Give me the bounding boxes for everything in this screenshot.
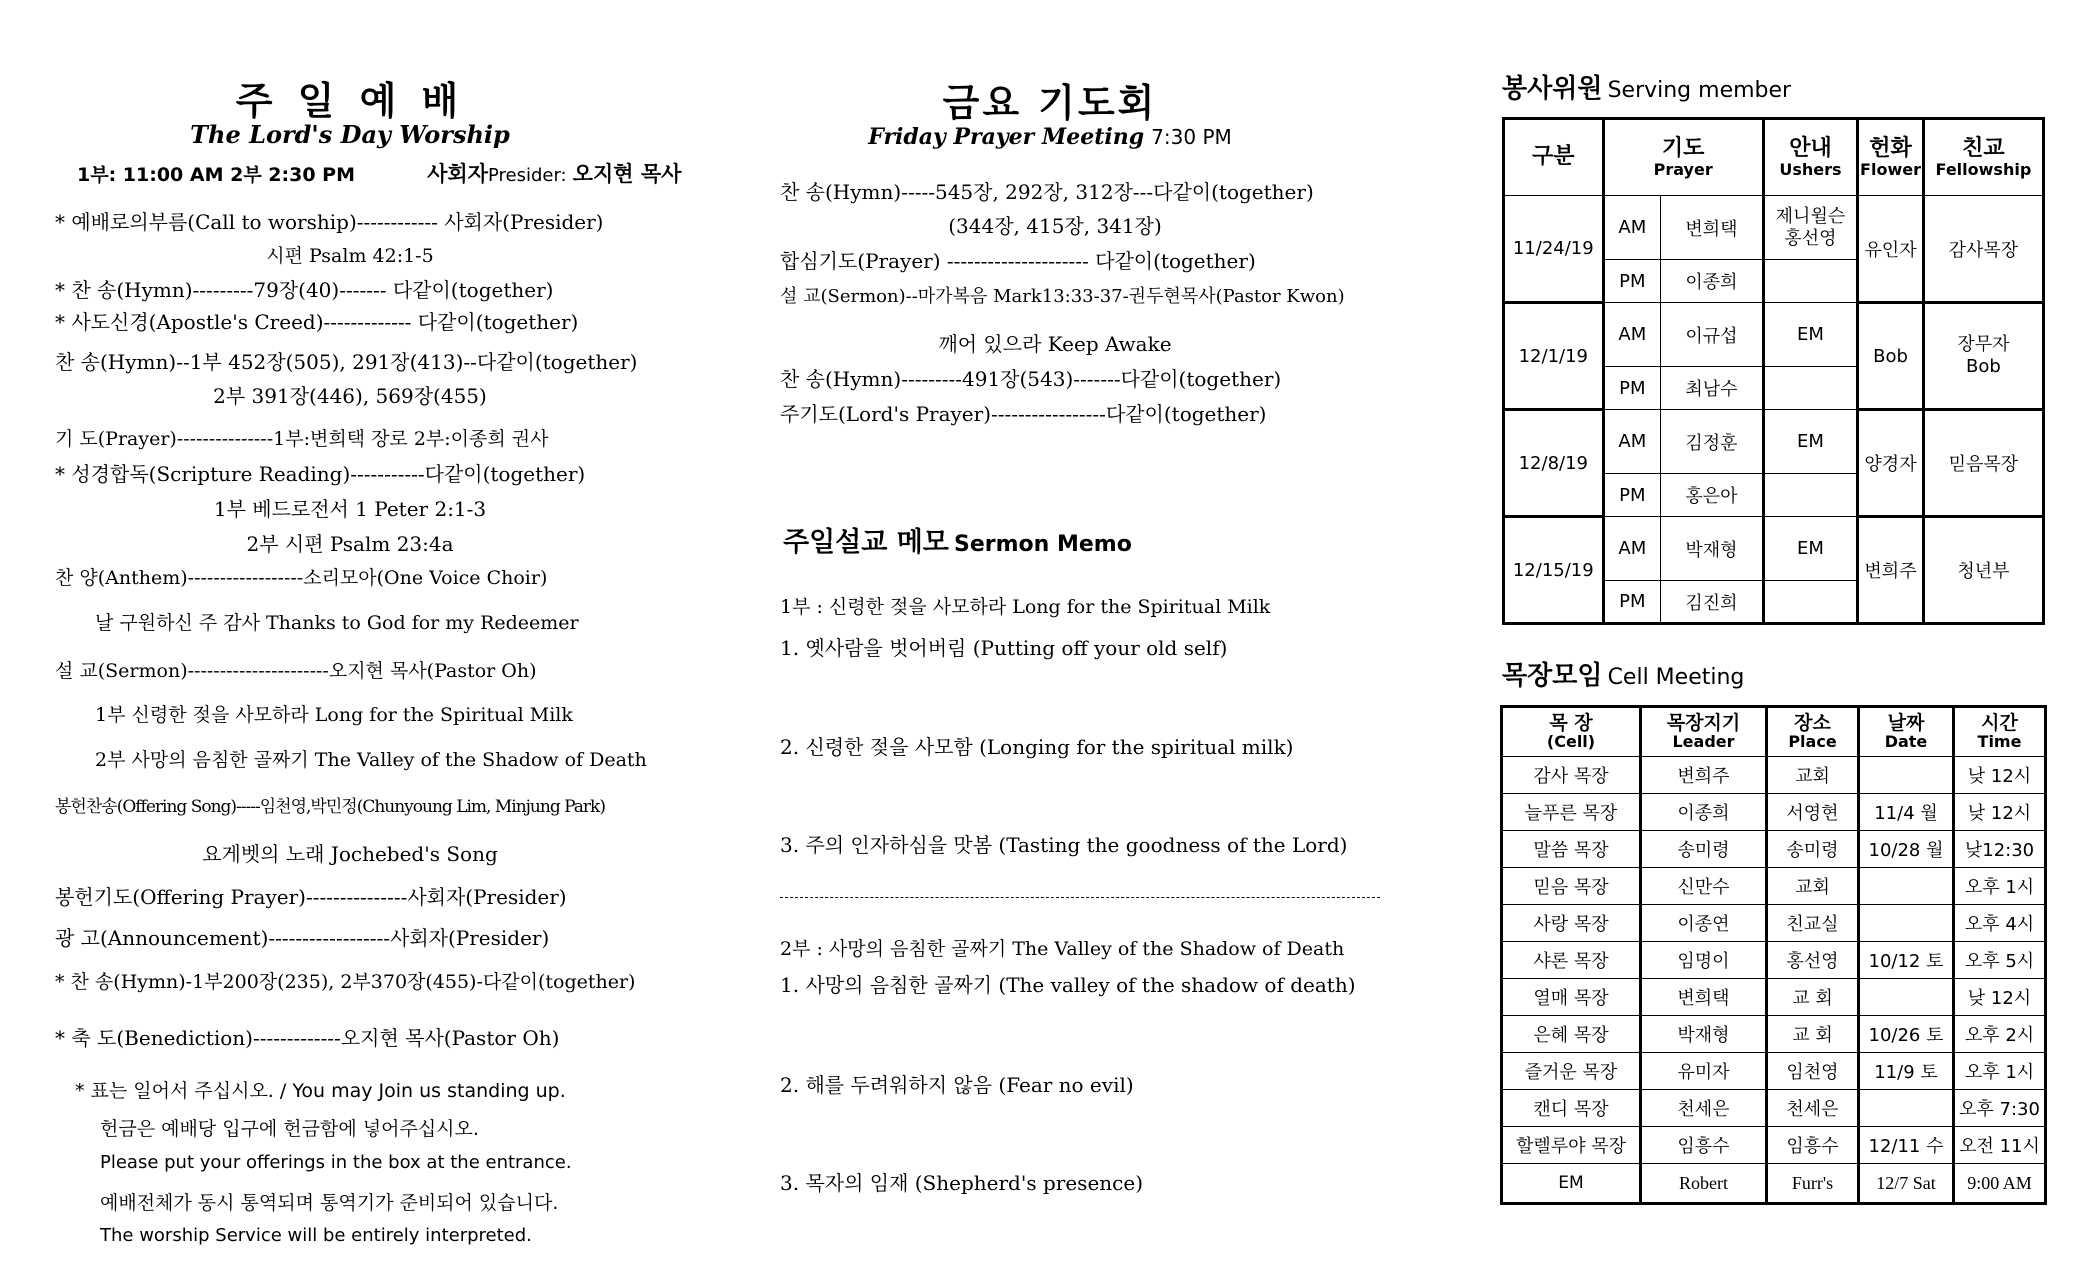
order-offering-prayer: 봉헌기도(Offering Prayer)---------------사회자(Presider) bbox=[55, 885, 567, 909]
memo-part1-point2: 2. 신령한 젖을 사모함 (Longing for the spiritual milk) bbox=[780, 735, 1294, 759]
header-label: 헌화 bbox=[1869, 135, 1912, 161]
service-times: 1부: 11:00 AM 2부 2:30 PM bbox=[77, 164, 356, 186]
cell-name: 감사 목장 bbox=[1502, 757, 1641, 794]
cell-date: 12/7 Sat bbox=[1859, 1164, 1954, 1204]
serving-pm-label: PM bbox=[1603, 260, 1660, 303]
serving-pm-usher bbox=[1763, 474, 1857, 517]
friday-time: 7:30 PM bbox=[1151, 125, 1232, 149]
table-row bbox=[1502, 831, 2046, 868]
serving-table bbox=[1502, 117, 2045, 625]
cell-date bbox=[1859, 905, 1954, 942]
table-row bbox=[1502, 942, 2046, 979]
header-label: 친교 bbox=[1962, 135, 2005, 161]
cell-leader: 변희택 bbox=[1641, 979, 1767, 1016]
note-offering-ko: 헌금은 예배당 입구에 헌금함에 넣어주십시오. bbox=[100, 1118, 479, 1140]
note-standing: * 표는 일어서 주십시오. / You may Join us standing up. bbox=[75, 1080, 566, 1102]
cell-name: 사랑 목장 bbox=[1502, 905, 1641, 942]
cell-time: 낮 12시 bbox=[1954, 979, 2046, 1016]
header-flower bbox=[1858, 119, 1924, 196]
cell-name: EM bbox=[1502, 1164, 1641, 1204]
cell-table bbox=[1500, 705, 2047, 1205]
order-hymn-3: * 찬 송(Hymn)-1부200장(235), 2부370장(455)-다같이(together) bbox=[55, 971, 636, 993]
cell-time: 낮 12시 bbox=[1954, 794, 2046, 831]
cell-place: 교 회 bbox=[1767, 1016, 1859, 1053]
cell-leader: 이종연 bbox=[1641, 905, 1767, 942]
serving-fellowship: 믿음목장 bbox=[1923, 410, 2043, 517]
presider-label-ko: 사회자 bbox=[427, 162, 488, 186]
table-row bbox=[1502, 794, 2046, 831]
friday-hymn-1b: (344장, 415장, 341장) bbox=[948, 214, 1162, 238]
cell-place: 교회 bbox=[1767, 757, 1859, 794]
friday-hymn-2: 찬 송(Hymn)---------491장(543)-------다같이(together) bbox=[780, 367, 1282, 391]
cell-name: 즐거운 목장 bbox=[1502, 1053, 1641, 1090]
serving-am-label: AM bbox=[1603, 410, 1660, 474]
memo-divider bbox=[780, 897, 1380, 898]
cell-header-leader bbox=[1641, 707, 1767, 757]
serving-am-prayer: 이규섭 bbox=[1661, 303, 1764, 367]
serving-row-am bbox=[1504, 410, 2044, 474]
serving-fellowship: 감사목장 bbox=[1923, 196, 2043, 303]
cell-name: 열매 목장 bbox=[1502, 979, 1641, 1016]
sunday-title: 주 일 예 배 bbox=[235, 79, 465, 123]
order-offering-song-title: 요게벳의 노래 Jochebed's Song bbox=[202, 842, 498, 866]
table-row bbox=[1502, 1090, 2046, 1127]
cell-time: 오후 2시 bbox=[1954, 1016, 2046, 1053]
note-offering-en: Please put your offerings in the box at the entrance. bbox=[100, 1152, 572, 1173]
header-label: 기도 bbox=[1661, 135, 1705, 161]
cell-time: 오후 1시 bbox=[1954, 868, 2046, 905]
cell-place: 송미령 bbox=[1767, 831, 1859, 868]
serving-am-usher: 제니윌슨 홍선영 bbox=[1763, 196, 1857, 260]
cell-time: 오전 11시 bbox=[1954, 1127, 2046, 1164]
cell-date bbox=[1859, 868, 1954, 905]
header-label: 목장지기 bbox=[1666, 711, 1741, 734]
order-call-to-worship: * 예배로의부름(Call to worship)------------ 사회자(Presider) bbox=[55, 210, 604, 234]
cell-leader: 박재형 bbox=[1641, 1016, 1767, 1053]
serving-am-prayer: 변희택 bbox=[1661, 196, 1764, 260]
serving-pm-prayer: 이종희 bbox=[1661, 260, 1764, 303]
header-gubun bbox=[1504, 119, 1604, 196]
table-row bbox=[1502, 1127, 2046, 1164]
memo-title bbox=[783, 520, 1132, 559]
cell-date bbox=[1859, 1090, 1954, 1127]
header-label: Fellowship bbox=[1935, 159, 2032, 179]
cell-table-body bbox=[1502, 757, 2046, 1204]
presider-name: 오지현 목사 bbox=[572, 162, 682, 186]
cell-time: 낮12:30 bbox=[1954, 831, 2046, 868]
serving-pm-prayer: 홍은아 bbox=[1661, 474, 1764, 517]
serving-date: 12/1/19 bbox=[1504, 303, 1604, 410]
cell-name: 은혜 목장 bbox=[1502, 1016, 1641, 1053]
memo-part1-point1: 1. 옛사람을 벗어버림 (Putting off your old self) bbox=[780, 636, 1228, 660]
serving-pm-label: PM bbox=[1603, 474, 1660, 517]
cell-time: 오후 7:30 bbox=[1954, 1090, 2046, 1127]
cell-date: 11/9 토 bbox=[1859, 1053, 1954, 1090]
memo-part2: 2부 : 사망의 음침한 골짜기 The Valley of the Shadow of Death bbox=[780, 938, 1345, 960]
friday-prayer: 합심기도(Prayer) --------------------- 다같이(together) bbox=[780, 249, 1256, 273]
header-label: 목 장 bbox=[1549, 711, 1593, 734]
cell-name: 말씀 목장 bbox=[1502, 831, 1641, 868]
cell-leader: 이종희 bbox=[1641, 794, 1767, 831]
serving-pm-usher bbox=[1763, 367, 1857, 410]
memo-title-en: Sermon Memo bbox=[954, 532, 1132, 557]
order-scripture-2: 2부 시편 Psalm 23:4a bbox=[246, 532, 454, 556]
serving-date: 12/8/19 bbox=[1504, 410, 1604, 517]
order-psalm: 시편 Psalm 42:1-5 bbox=[266, 245, 434, 267]
serving-row-am bbox=[1504, 196, 2044, 260]
serving-row-am bbox=[1504, 303, 2044, 367]
order-anthem: 찬 양(Anthem)------------------소리모아(One Voice Choir) bbox=[55, 567, 548, 589]
cell-date: 10/26 토 bbox=[1859, 1016, 1954, 1053]
table-row bbox=[1502, 979, 2046, 1016]
cell-name: 할렐루야 목장 bbox=[1502, 1127, 1641, 1164]
cell-place: 홍선영 bbox=[1767, 942, 1859, 979]
order-sermon-1: 1부 신령한 젖을 사모하라 Long for the Spiritual Milk bbox=[95, 704, 573, 726]
serving-date: 11/24/19 bbox=[1504, 196, 1604, 303]
cell-place: 교 회 bbox=[1767, 979, 1859, 1016]
cell-place: 친교실 bbox=[1767, 905, 1859, 942]
cell-header-place bbox=[1767, 707, 1859, 757]
cell-leader: 신만수 bbox=[1641, 868, 1767, 905]
order-announcement: 광 고(Announcement)------------------사회자(Presider) bbox=[55, 926, 550, 950]
order-creed: * 사도신경(Apostle's Creed)------------- 다같이(together) bbox=[55, 310, 579, 334]
cell-place: 임천영 bbox=[1767, 1053, 1859, 1090]
cell-header-time bbox=[1954, 707, 2046, 757]
friday-subtitle: Friday Prayer Meeting bbox=[868, 124, 1145, 150]
cell-name: 늘푸른 목장 bbox=[1502, 794, 1641, 831]
cell-time: 9:00 AM bbox=[1954, 1164, 2046, 1204]
cell-time: 오후 4시 bbox=[1954, 905, 2046, 942]
serving-am-usher: EM bbox=[1763, 410, 1857, 474]
friday-lords-prayer: 주기도(Lord's Prayer)-----------------다같이(together) bbox=[780, 402, 1267, 426]
serving-title-ko: 봉사위원 bbox=[1502, 74, 1603, 104]
order-scripture-1: 1부 베드로전서 1 Peter 2:1-3 bbox=[213, 497, 487, 521]
serving-pm-prayer: 최남수 bbox=[1661, 367, 1764, 410]
friday-hymn-1: 찬 송(Hymn)-----545장, 292장, 312장---다같이(together) bbox=[780, 180, 1314, 204]
cell-time: 오후 1시 bbox=[1954, 1053, 2046, 1090]
cell-time: 오후 5시 bbox=[1954, 942, 2046, 979]
order-prayer: 기 도(Prayer)---------------1부:변희택 장로 2부:이종희 권사 bbox=[55, 428, 549, 450]
table-row bbox=[1502, 1016, 2046, 1053]
serving-flower: Bob bbox=[1858, 303, 1924, 410]
cell-name: 샤론 목장 bbox=[1502, 942, 1641, 979]
cell-place: 천세은 bbox=[1767, 1090, 1859, 1127]
serving-row-am bbox=[1504, 517, 2044, 581]
memo-title-ko: 주일설교 메모 bbox=[783, 527, 949, 558]
table-row bbox=[1502, 1164, 2046, 1204]
cell-leader: 변희주 bbox=[1641, 757, 1767, 794]
order-hymn-2b: 2부 391장(446), 569장(455) bbox=[213, 384, 487, 408]
memo-part2-point1: 1. 사망의 음침한 골짜기 (The valley of the shadow of death) bbox=[780, 973, 1356, 997]
table-row bbox=[1502, 757, 2046, 794]
serving-am-usher: EM bbox=[1763, 303, 1857, 367]
serving-am-label: AM bbox=[1603, 196, 1660, 260]
table-row bbox=[1502, 905, 2046, 942]
header-prayer bbox=[1603, 119, 1763, 196]
cell-leader: 천세은 bbox=[1641, 1090, 1767, 1127]
serving-am-usher: EM bbox=[1763, 517, 1857, 581]
table-row bbox=[1502, 1053, 2046, 1090]
cell-title-en: Cell Meeting bbox=[1607, 665, 1745, 690]
header-label: Date bbox=[1884, 731, 1928, 751]
serving-fellowship: 청년부 bbox=[1923, 517, 2043, 624]
order-hymn-2: 찬 송(Hymn)--1부 452장(505), 291장(413)--다같이(together) bbox=[55, 350, 638, 374]
serving-pm-label: PM bbox=[1603, 581, 1660, 624]
cell-date: 12/11 수 bbox=[1859, 1127, 1954, 1164]
serving-title-en: Serving member bbox=[1607, 78, 1792, 103]
order-benediction: * 축 도(Benediction)-------------오지현 목사(Pastor Oh) bbox=[55, 1026, 560, 1050]
cell-date bbox=[1859, 757, 1954, 794]
sunday-times bbox=[77, 158, 681, 188]
serving-header-row bbox=[1504, 119, 2044, 196]
header-label: Place bbox=[1788, 731, 1837, 751]
serving-am-label: AM bbox=[1603, 303, 1660, 367]
cell-title-ko: 목장모임 bbox=[1502, 661, 1603, 691]
header-label: (Cell) bbox=[1546, 731, 1596, 751]
cell-title bbox=[1502, 655, 1744, 692]
sunday-subtitle: The Lord's Day Worship bbox=[190, 120, 510, 149]
cell-header-cell bbox=[1502, 707, 1641, 757]
header-label: Prayer bbox=[1653, 159, 1713, 179]
cell-name: 캔디 목장 bbox=[1502, 1090, 1641, 1127]
friday-sermon-title: 깨어 있으라 Keep Awake bbox=[938, 332, 1172, 356]
friday-title: 금요 기도회 bbox=[942, 81, 1158, 125]
friday-sermon: 설 교(Sermon)--마가복음 Mark13:33-37-권두현목사(Pastor Kwon) bbox=[780, 286, 1345, 307]
memo-part1: 1부 : 신령한 젖을 사모하라 Long for the Spiritual Milk bbox=[780, 596, 1271, 618]
cell-date bbox=[1859, 979, 1954, 1016]
cell-date: 11/4 월 bbox=[1859, 794, 1954, 831]
cell-leader: 유미자 bbox=[1641, 1053, 1767, 1090]
serving-am-label: AM bbox=[1603, 517, 1660, 581]
cell-place: 교회 bbox=[1767, 868, 1859, 905]
memo-part2-point2: 2. 해를 두려워하지 않음 (Fear no evil) bbox=[780, 1073, 1134, 1097]
cell-date: 10/12 토 bbox=[1859, 942, 1954, 979]
cell-header-date bbox=[1859, 707, 1954, 757]
cell-leader: Robert bbox=[1641, 1164, 1767, 1204]
header-ushers bbox=[1763, 119, 1857, 196]
order-sermon: 설 교(Sermon)----------------------오지현 목사(Pastor Oh) bbox=[55, 660, 537, 682]
header-label: Leader bbox=[1672, 731, 1735, 751]
header-label: Flower bbox=[1860, 159, 1921, 179]
serving-pm-prayer: 김진희 bbox=[1661, 581, 1764, 624]
serving-flower: 양경자 bbox=[1858, 410, 1924, 517]
header-label: 안내 bbox=[1789, 135, 1832, 161]
serving-am-prayer: 김정훈 bbox=[1661, 410, 1764, 474]
serving-flower: 변희주 bbox=[1858, 517, 1924, 624]
serving-pm-usher bbox=[1763, 581, 1857, 624]
cell-leader: 임흥수 bbox=[1641, 1127, 1767, 1164]
cell-place: 서영현 bbox=[1767, 794, 1859, 831]
cell-place: 임흥수 bbox=[1767, 1127, 1859, 1164]
serving-title bbox=[1502, 68, 1791, 105]
order-hymn-1: * 찬 송(Hymn)---------79장(40)------- 다같이(together) bbox=[55, 278, 554, 302]
serving-am-prayer: 박재형 bbox=[1661, 517, 1764, 581]
header-fellowship bbox=[1923, 119, 2043, 196]
cell-header-row bbox=[1502, 707, 2046, 757]
cell-date: 10/28 월 bbox=[1859, 831, 1954, 868]
memo-part2-point3: 3. 목자의 임재 (Shepherd's presence) bbox=[780, 1171, 1143, 1195]
order-offering-song: 봉헌찬송(Offering Song)-----임천영,박민정(Chunyoung Lim, Minjung Park) bbox=[55, 797, 605, 817]
cell-time: 낮 12시 bbox=[1954, 757, 2046, 794]
serving-pm-usher bbox=[1763, 260, 1857, 303]
order-scripture: * 성경합독(Scripture Reading)-----------다같이(together) bbox=[55, 462, 586, 486]
cell-name: 믿음 목장 bbox=[1502, 868, 1641, 905]
cell-leader: 임명이 bbox=[1641, 942, 1767, 979]
presider-label-en: Presider: bbox=[487, 165, 567, 186]
memo-part1-point3: 3. 주의 인자하심을 맛봄 (Tasting the goodness of the Lord) bbox=[780, 833, 1348, 857]
note-interpret-en: The worship Service will be entirely interpreted. bbox=[100, 1225, 532, 1246]
header-label: Time bbox=[1977, 731, 2022, 751]
serving-pm-label: PM bbox=[1603, 367, 1660, 410]
friday-subtitle-line bbox=[780, 124, 1320, 150]
header-label: 구분 bbox=[1532, 144, 1575, 170]
order-sermon-2: 2부 사망의 음침한 골짜기 The Valley of the Shadow of Death bbox=[95, 749, 647, 771]
serving-flower: 유인자 bbox=[1858, 196, 1924, 303]
header-label: 시간 bbox=[1981, 711, 2018, 734]
table-row bbox=[1502, 868, 2046, 905]
cell-leader: 송미령 bbox=[1641, 831, 1767, 868]
header-label: Ushers bbox=[1779, 159, 1842, 179]
note-interpret-ko: 예배전체가 동시 통역되며 통역기가 준비되어 있습니다. bbox=[100, 1192, 559, 1214]
order-anthem-title: 날 구원하신 주 감사 Thanks to God for my Redeemer bbox=[95, 612, 579, 634]
header-label: 날짜 bbox=[1887, 711, 1925, 734]
header-label: 장소 bbox=[1794, 711, 1831, 734]
serving-date: 12/15/19 bbox=[1504, 517, 1604, 624]
cell-place: Furr's bbox=[1767, 1164, 1859, 1204]
serving-fellowship: 장무자 Bob bbox=[1923, 303, 2043, 410]
